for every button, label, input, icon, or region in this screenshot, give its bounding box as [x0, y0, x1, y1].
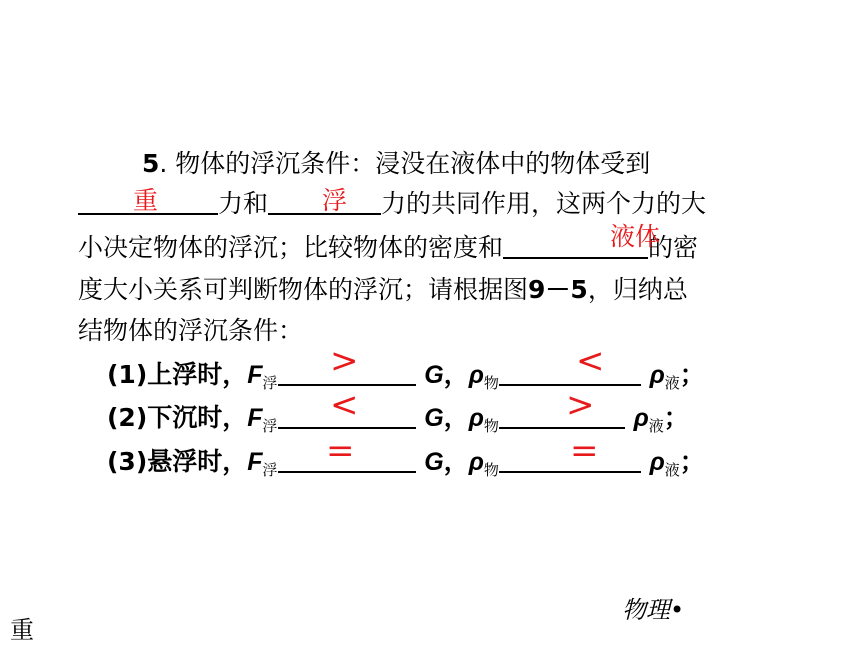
condition-text: 悬浮时， [147, 447, 248, 476]
answer-blank-2: 浮 [322, 186, 348, 215]
gravity-symbol: G [424, 448, 444, 476]
semicolon: ； [663, 403, 689, 432]
question-line-3 [78, 230, 698, 266]
force-symbol: F [247, 448, 263, 476]
force-subscript: 浮 [262, 374, 278, 392]
question-line-4-text-a: 度大小关系可判断物体的浮沉；请根据图 [78, 275, 529, 304]
rho-object-subscript: 物 [483, 417, 499, 435]
answer-blank-3: 液体 [610, 222, 661, 251]
rho-symbol: ρ [649, 361, 665, 389]
question-line-5: 结物体的浮沉条件： [78, 316, 304, 345]
question-line-1-text: . 物体的浮沉条件：浸没在液体中的物体受到 [159, 149, 651, 178]
corner-text: 重 [10, 616, 34, 644]
gravity-symbol: G [424, 404, 444, 432]
condition-label: (3) [107, 447, 148, 476]
question-line-4-text-c: ，归纳总 [587, 275, 688, 304]
answer-force-3: = [326, 431, 355, 471]
force-symbol: F [247, 404, 263, 432]
condition-text: 下沉时， [147, 403, 248, 432]
semicolon: ； [679, 447, 705, 476]
comma: ， [443, 447, 469, 476]
blank-density [499, 471, 641, 473]
rho-liquid-subscript: 液 [664, 374, 680, 392]
question-line-3-text-a: 小决定物体的浮沉；比较物体的密度和 [78, 233, 504, 262]
force-symbol: F [247, 361, 263, 389]
answer-force-1: > [330, 341, 359, 381]
rho-symbol: ρ [468, 448, 484, 476]
question-line-2-text-a: 力和 [218, 189, 269, 218]
question-line-4 [78, 272, 688, 308]
question-line-2 [78, 186, 706, 222]
blank-force [278, 471, 416, 473]
question-line-1 [142, 146, 650, 182]
comma: ， [443, 360, 469, 389]
figure-reference: 9－5 [528, 275, 588, 304]
semicolon: ； [679, 360, 705, 389]
blank-3 [503, 257, 648, 259]
question-line-3-text-b: 的密 [648, 233, 699, 262]
rho-symbol: ρ [649, 448, 665, 476]
rho-liquid-subscript: 液 [648, 417, 664, 435]
force-subscript: 浮 [262, 417, 278, 435]
rho-object-subscript: 物 [483, 374, 499, 392]
answer-density-1: < [576, 341, 605, 381]
condition-row-2 [107, 400, 689, 444]
condition-label: (1) [107, 360, 148, 389]
answer-blank-1: 重 [133, 186, 159, 215]
condition-label: (2) [107, 403, 148, 432]
question-line-2-text-b: 力的共同作用，这两个力的大 [381, 189, 707, 218]
condition-row-1 [107, 357, 705, 401]
force-subscript: 浮 [262, 461, 278, 479]
rho-liquid-subscript: 液 [664, 461, 680, 479]
condition-row-3 [107, 444, 705, 488]
answer-force-2: < [330, 385, 359, 425]
question-number: 5 [142, 149, 160, 178]
rho-symbol: ρ [633, 404, 649, 432]
gravity-symbol: G [424, 361, 444, 389]
comma: ， [443, 403, 469, 432]
subject-footer: 物理• [622, 596, 685, 624]
rho-object-subscript: 物 [483, 461, 499, 479]
answer-density-3: = [570, 431, 599, 471]
condition-text: 上浮时， [147, 360, 248, 389]
answer-density-2: > [566, 385, 595, 425]
blank-force [278, 427, 416, 429]
blank-density [499, 427, 625, 429]
rho-symbol: ρ [468, 404, 484, 432]
rho-symbol: ρ [468, 361, 484, 389]
